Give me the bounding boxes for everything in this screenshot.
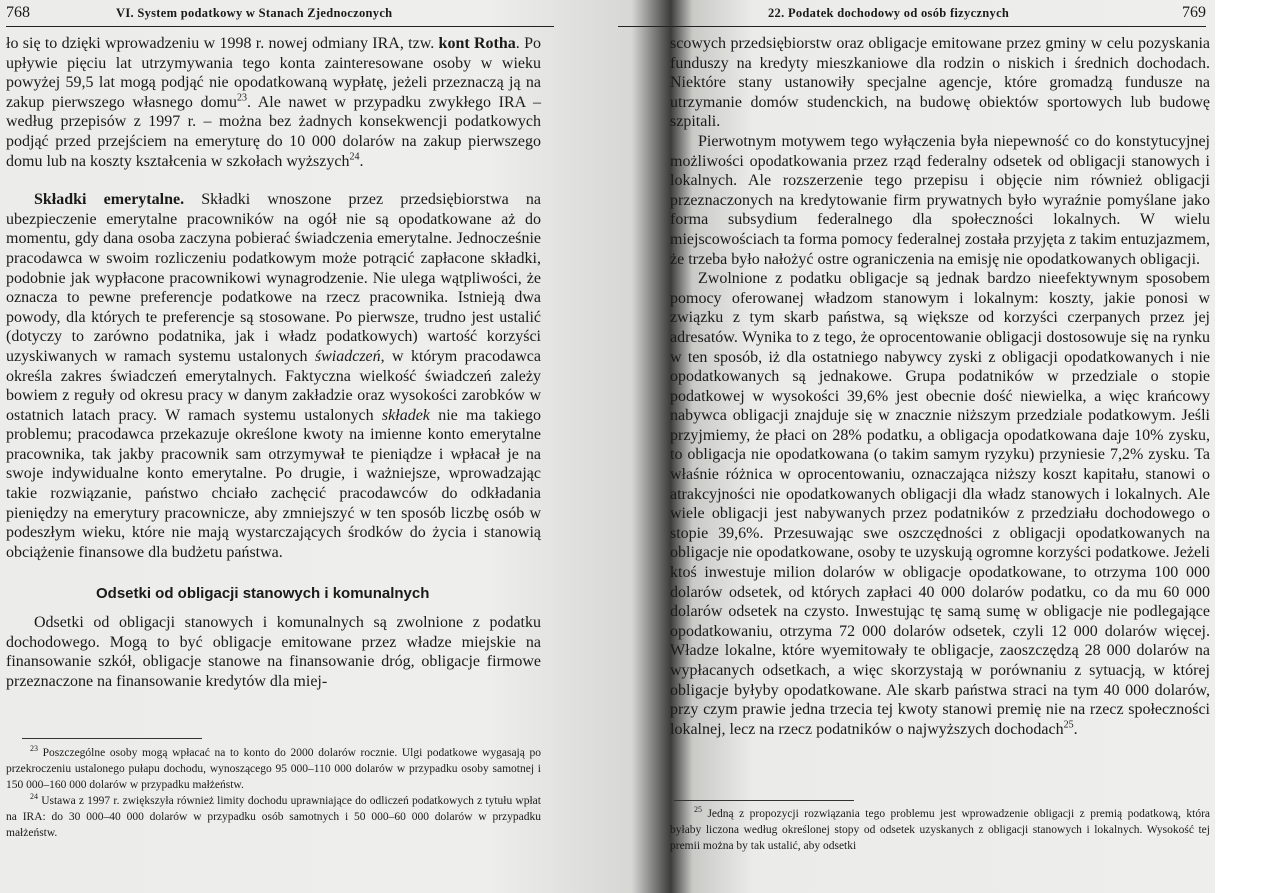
footnote-text: Ustawa z 1997 r. zwiększyła również limity dochodu uprawniające do odliczeń podatkowych z tytułu wpłat na IRA: do 30 000–40 000 dolarów w przypadku osób samotnych i 50 000–60 000 dolarów w przypadku małżeństw. (6, 795, 541, 839)
term-skladek: składek (381, 406, 430, 424)
footnote-ref-25: 25 (1063, 719, 1074, 731)
footnote-number: 23 (30, 744, 38, 754)
footnote-ref-23: 23 (236, 92, 247, 104)
text-run: . Ale nawet w przypadku zwykłego IRA – według przepisów z 1997 r. – można bez żadnych konsekwencji podatkowych podjąć przed przejściem na emeryturę do 10 000 dolarów na zakup pierwszego domu lub na koszty kształcenia w szkołach wyższych (6, 93, 542, 170)
left-running-head: VI. System podatkowy w Stanach Zjednoczonych (116, 6, 393, 20)
right-page-body (670, 34, 1210, 739)
right-header-rule (618, 26, 1206, 27)
footnote-ref-24: 24 (349, 151, 360, 163)
right-running-head: 22. Podatek dochodowy od osób fizycznych (768, 6, 1010, 20)
left-header-rule (6, 26, 554, 27)
text-run: ło się to dzięki wprowadzeniu w 1998 r. nowej odmiany IRA, tzw. (6, 35, 439, 52)
left-footnote-rule (22, 738, 202, 739)
text-run: Zwolnione z podatku obligacje są jednak bardzo nieefektywnym sposobem pomocy oferowanej władzom stanowym i lokalnym: koszty, jakie ponosi w związku z tym skarb państwa, są większe od korzyści czerpanych przez jej adresatów. Wynika to z tego, że oprocentowanie obligacji dostosowuje się na rynku w ten sposób, iż dla ostatniego nabywcy zyski z obligacji opodatkowanych i nie opodatkowanych są jednakowe. Grupa podatników w przedziale o stopie podatkowej w wysokości 39,6% jest obecnie dość niewielka, a więc krańcowy nabywca obligacji znajduje się w znacznie niższym przedziale podatkowym. Jeśli przyjmiemy, że płaci on 28% podatku, a obligacja opodatkowana daje 10% zysku, to obligacja nie opodatkowana (o takim samym ryzyku) przyniesie 7,2% zysku. Ta właśnie różnica w oprocentowaniu, oznaczająca niższy koszt kapitału, stanowi o atrakcyjności nie opodatkowanych obligacji dla władz stanowych i lokalnych. Ale wiele obligacji jest nabywanych przez podatników z przedziału dochodowego o stopie 39,6%. Przesuwając swe oszczędności z obligacji opodatkowanych na obligacje nie opodatkowane, osoby te uzyskują ogromne korzyści podatkowe. Jeżeli ktoś inwestuje milion dolarów w obligacje opodatkowane, to otrzyma 100 000 dolarów odsetek, od których zapłaci 40 000 dolarów podatku, co da mu 60 000 dolarów odsetek na czysto. Inwestując tę samą sumę w obligacje nie podlegające opodatkowaniu, otrzyma 72 000 dolarów odsetek, czyli 12 000 dolarów więcej. Władze lokalne, które wyemitowały te obligacje, zaoszczędzą 28 000 dolarów na wypłacanych odsetkach, a więc skorzystają w porównaniu z sytuacją, w której obligacje byłyby opodatkowane. Ale skarb państwa straci na tym 40 000 dolarów, przy czym prawie jedna trzecia tej kwoty stanowi premię nie na rzecz społeczności lokalnej, lecz na rzecz podatników o najwyższych dochodach (670, 270, 1210, 738)
left-page-header (6, 4, 554, 24)
left-page (0, 0, 560, 893)
left-paragraph-odsetki: Odsetki od obligacji stanowych i komunalnych są zwolnione z podatku dochodowego. Mogą to być obligacje emitowane przez władze miejskie na finansowanie szkół, obligacje stanowe na finansowanie dróg, obligacje firmowe przeznaczone na finansowanie kredytów dla miej- (6, 614, 541, 690)
footnote-25 (670, 806, 1210, 854)
footnote-23 (6, 745, 541, 793)
right-page (612, 0, 1212, 893)
right-footnote-rule (674, 800, 854, 801)
right-paragraph-2: Pierwotnym motywem tego wyłączenia była niepewność co do konstytucyjnej możliwości opodatkowania przez rząd federalny odsetek od obligacji stanowych i lokalnych. Ale rozszerzenie tego przepisu i objęcie nim również obligacji przeznaczonych na kredytowanie firm prywatnych było wyraźnie pomyślane jako forma subsydium federalnego dla społeczności lokalnych. W wielu miejscowościach ta forma pomocy federalnej została przyjęta z takim entuzjazmem, że trzeba było nałożyć ostre ograniczenia na emisję nie opodatkowanych obligacji. (670, 132, 1210, 268)
footnote-number: 24 (30, 792, 38, 802)
right-footnotes (670, 806, 1210, 854)
text-run: , w którym pracodawca określa zakres świadczeń emerytalnych. Faktyczna wielkość świadczeń zależy bowiem z reguły od okresu pracy w danym zakładzie oraz wysokości zarobków w ostatnich latach pracy. W ramach systemu ustalonych (6, 347, 541, 424)
footnote-text: Poszczególne osoby mogą wpłacać na to konto do 2000 dolarów rocznie. Ulgi podatkowe wygasają po przekroczeniu ustalonego pułapu dochodu, wynoszącego 95 000–110 000 dolarów w przypadku osoby samotnej i 150 000–160 000 dolarów w przypadku małżeństw. (6, 747, 541, 791)
right-page-number: 769 (1182, 4, 1206, 21)
left-page-body (6, 34, 541, 691)
section-heading: Odsetki od obligacji stanowych i komunalnych (96, 585, 430, 603)
left-footnotes (6, 745, 541, 841)
right-paragraph-1: scowych przedsiębiorstw oraz obligacje emitowane przez gminy w celu pozyskania funduszy na kredyty mieszkaniowe dla rodzin o niskich i średnich dochodach. Niektóre stany ustanowiły specjalne agencje, które gromadzą fundusze na utrzymanie domów studenckich, na budowę obiektów sportowych lub budowę szpitali. (670, 35, 1210, 131)
left-paragraph-1 (6, 34, 541, 171)
paragraph-title-skladki: Składki emerytalne. (34, 191, 185, 209)
term-kont-rotha: kont Rotha (438, 35, 516, 52)
text-run: . Po upływie pięciu lat utrzymywania tego konta zainteresowane osoby w wieku powyżej 59,5 lat mogą podjąć nie opodatkowaną wypłatę, jeżeli przeznaczą ją na zakup pierwszego własnego domu (6, 35, 542, 111)
text-run: Składki wnoszone przez przedsiębiorstwa na ubezpieczenie emerytalne pracowników na ogół nie są opodatkowane aż do momentu, gdy dana osoba zaczyna pobierać świadczenia emerytalne. Jednocześnie pracodawca w swoim rozliczeniu podatkowym może potrącić zapłacone składki, podobnie jak wypłacone pracownikowi wynagrodzenie. Nie ulega wątpliwości, że oznacza to pewne preferencje podatkowe na rzecz pracownika. Istnieją dwa powody, dla których te preferencje są stosowane. Po pierwsze, trudno jest ustalić (dotyczy to zarówno podatnika, jak i władz podatkowych) wartość korzyści uzyskiwanych w ramach systemu ustalonych (6, 191, 542, 365)
right-paragraph-3 (670, 269, 1210, 739)
left-paragraph-skladki (6, 190, 541, 562)
right-page-header (618, 4, 1206, 24)
term-swiadczen: świadczeń (314, 347, 381, 365)
text-run: . (359, 152, 364, 170)
footnote-number: 25 (694, 805, 702, 815)
text-run: . (1073, 720, 1078, 738)
left-page-number: 768 (6, 4, 30, 21)
text-run: nie ma takiego problemu; pracodawca przekazuje określone kwoty na imienne konto emerytalne pracownika, tak jakby pracownik sam otrzymywał te pieniądze i wpłacał je na swoje indywidualne konto emerytalne. Po drugie, i ważniejsze, wprowadzając takie rozwiązanie, państwo chciało zachęcić pracodawców do odkładania pieniędzy na emerytury pracownicze, aby zmniejszyć w ten sposób liczbę osób w podeszłym wieku, które nie mają wystarczających środków do życia i stanowią obciążenie finansowe dla budżetu państwa. (6, 406, 541, 561)
footnote-24 (6, 793, 541, 841)
footnote-text: Jedną z propozycji rozwiązania tego problemu jest wprowadzenie obligacji z premią podatkową, która byłaby liczona według określonej stopy od odsetek uzyskanych z obligacji stanowych i lokalnych. Wysokość tej premii można by tak ustalić, aby odsetki (670, 808, 1210, 852)
